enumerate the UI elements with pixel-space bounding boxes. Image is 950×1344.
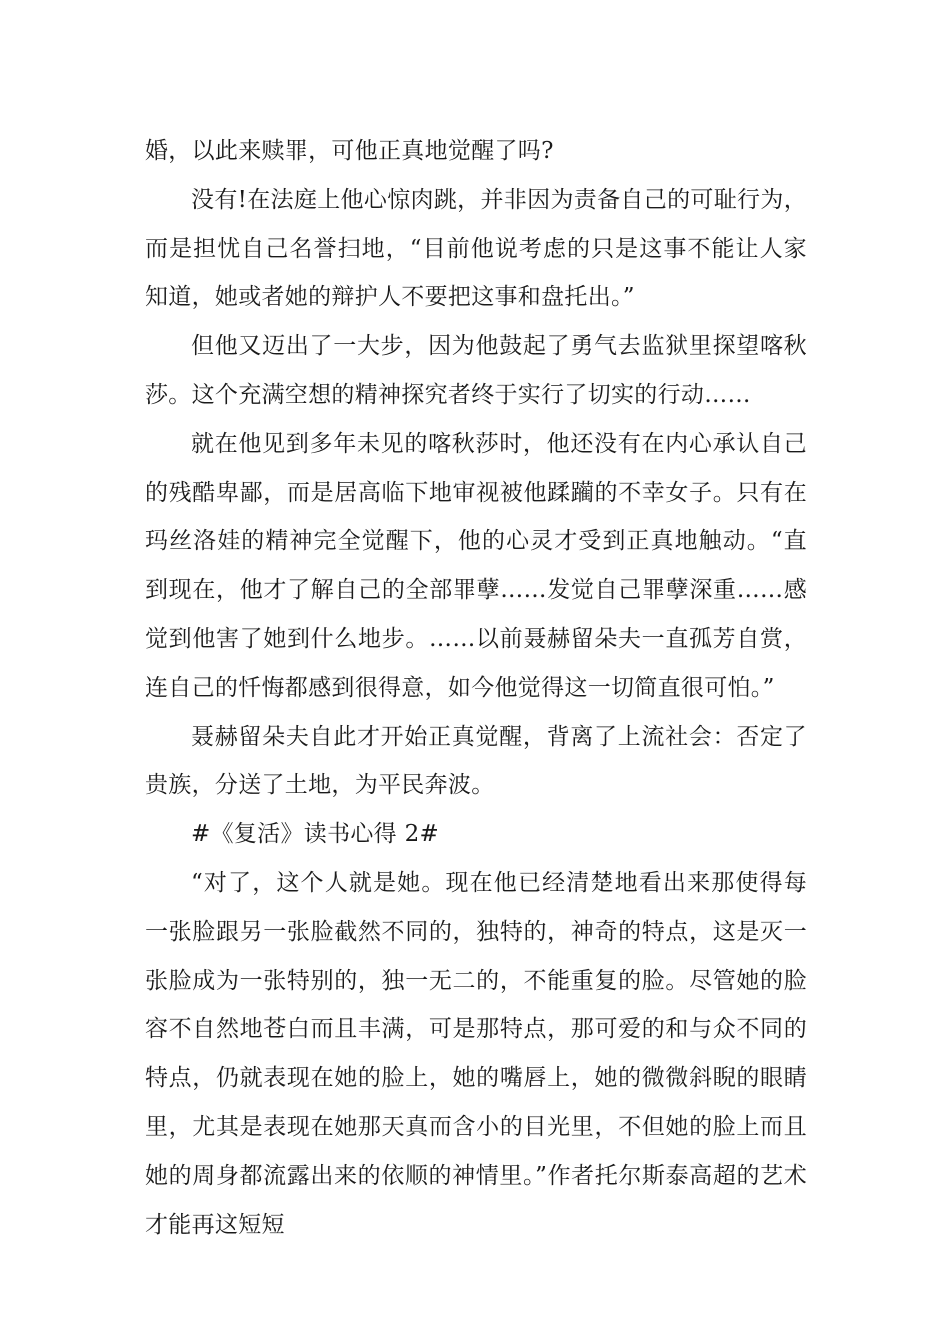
paragraph: 就在他见到多年未见的喀秋莎时，他还没有在内心承认自己的残酷卑鄙，而是居高临下地审视被他蹂躏的不幸女子。只有在玛丝洛娃的精神完全觉醒下，他的心灵才受到正真地触动。“直到现在，他才了解自己的全部罪孽……发觉自己罪孽深重……感觉到他害了她到什么地步。……以前聂赫留朵夫一直孤芳自赏，连自己的忏悔都感到很得意，如今他觉得这一切简直很可怕。” xyxy=(145,430,807,701)
paragraph: 但他又迈出了一大步，因为他鼓起了勇气去监狱里探望喀秋莎。这个充满空想的精神探究者终于实行了切实的行动…… xyxy=(145,333,807,408)
paragraph: 聂赫留朵夫自此才开始正真觉醒，背离了上流社会：否定了贵族，分送了土地，为平民奔波。 xyxy=(145,723,807,799)
paragraph: 没有!在法庭上他心惊肉跳，并非因为责备自己的可耻行为，而是担忧自己名誉扫地，“目前他说考虑的只是这事不能让人家知道，她或者她的辩护人不要把这事和盘托出。” xyxy=(145,186,807,311)
paragraph-continued: 婚，以此来赎罪，可他正真地觉醒了吗? xyxy=(145,138,554,164)
document-body xyxy=(145,127,807,1249)
section-heading: #《复活》读书心得 2# xyxy=(191,821,440,848)
paragraph: “对了，这个人就是她。现在他已经清楚地看出来那使得每一张脸跟另一张脸截然不同的，独特的，神奇的特点，这是灭一张脸成为一张特别的，独一无二的，不能重复的脸。尽管她的脸容不自然地苍白而且丰满，可是那特点，那可爱的和与众不同的特点，仍就表现在她的脸上，她的嘴唇上，她的微微斜睨的眼睛里，尤其是表现在她那天真而含小的目光里，不但她的脸上而且她的周身都流露出来的依顺的神情里。”作者托尔斯泰高超的艺术才能再这短短 xyxy=(145,869,807,1238)
